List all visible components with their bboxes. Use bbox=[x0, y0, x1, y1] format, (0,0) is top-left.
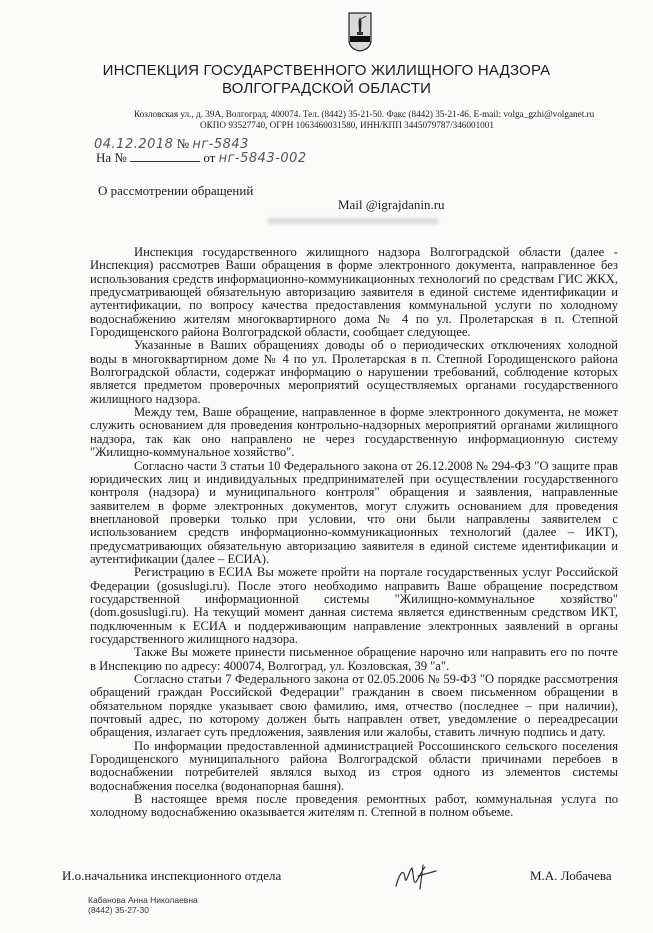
org-title-line1: ИНСПЕКЦИЯ ГОСУДАРСТВЕННОГО ЖИЛИЩНОГО НАДЗОРА bbox=[102, 62, 551, 79]
signatory-name: М.А. Лобачева bbox=[530, 868, 612, 883]
reference-number: нг-5843-002 bbox=[218, 151, 307, 166]
executor-phone: (8442) 35-27-30 bbox=[88, 905, 149, 915]
body-paragraph: Согласно части 3 статьи 10 Федерального закона от 26.12.2008 № 294-ФЗ "О защите прав юридических лиц и индивидуальных предпринимателей при осуществлении государственного контроля (надзора) и муниципального контроля" обращения и заявления, направленные заявителем в форме электронных документов, могут служить основанием для проведения внеплановой проверки только при условии, что они были направлены заявителем с использованием средств информационно-коммуникационных технологий (далее – ИКТ), предусматривающих обязательную авторизацию заявителя в единой системе идентификации и аутентификации (далее – ЕСИА). bbox=[90, 458, 618, 566]
letter-subject: О рассмотрении обращений bbox=[98, 183, 254, 198]
letter-body bbox=[90, 246, 618, 820]
org-contacts-registry: ОКПО 93527740, ОГРН 1063460031580, ИНН/КПП 3445079787/346001001 bbox=[200, 120, 494, 130]
recipient-mail: Mail @igrajdanin.ru bbox=[338, 197, 445, 212]
redacted-recipient bbox=[268, 218, 438, 224]
on-number-blank bbox=[130, 150, 200, 162]
signatory-position: И.о.начальника инспекционного отдела bbox=[62, 868, 282, 883]
body-paragraph: Согласно статьи 7 Федерального закона от 02.05.2006 № 59-ФЗ "О порядке рассмотрения обращений граждан Российской Федерации" гражданин в своем письменном обращении в обязательном порядке указывает свою фамилию, имя, отчество (последнее – при наличии), почтовый адрес, по которому должен быть направлен ответ, уведомление о переадресации обращения, излагает суть предложения, заявления или жалобы, ставить личную подпись и дату. bbox=[90, 672, 618, 740]
volgograd-coat-of-arms-icon bbox=[348, 12, 372, 52]
body-paragraph: По информации предоставленной администрацией Россошинского сельского поселения Городищенского муниципального района Волгоградской области причинами перебоев в водоснабжении потребителей являлся выход из строя одного из элементов системы водоснабжения поселка (водонапорная башня). bbox=[90, 738, 618, 793]
body-paragraph: Регистрацию в ЕСИА Вы можете пройти на портале государственных услуг Российской Федерации (gosuslugi.ru). После этого необходимо направить Ваше обращение посредством государственной информационной системы "Жилищно-коммунальное хозяйство" (dom.gosuslugi.ru). На текущий момент данная система является единственным средством ИКТ, подключенным к ЕСИА и поддерживающим направление электронных заявлений в органы государственного жилищного надзора. bbox=[90, 565, 618, 646]
outgoing-number: нг-5843 bbox=[192, 137, 249, 152]
body-paragraph: Указанные в Ваших обращениях доводы об о периодических отключениях холодной воды в многоквартирном доме № 4 по ул. Пролетарская в п. Степной Городищенского района Волгоградской области, содержат информацию о нарушении требований, соблюдение которых является предметом проверочных мероприятий осуществляемых органами государственного жилищного надзора. bbox=[90, 338, 618, 406]
number-label: № bbox=[176, 136, 190, 151]
org-title-line2: ВОЛГОГРАДСКОЙ ОБЛАСТИ bbox=[221, 80, 432, 97]
body-paragraph: Между тем, Ваше обращение, направленное в форме электронного документа, не может служить основанием для проведения контрольно-надзорных мероприятий органами жилищного надзора, так как оно направлено не через государственную информационную систему "Жилищно-коммунальное хозяйство". bbox=[90, 405, 618, 460]
body-paragraph: Также Вы можете принести письменное обращение нарочно или направить его по почте в Инспекцию по адресу: 400074, Волгоград, ул. Козловская, 39 "а". bbox=[90, 645, 618, 673]
reference-registration bbox=[96, 150, 307, 167]
org-contacts-address: Козловская ул., д. 39А, Волгоград, 400074. Тел. (8442) 35-21-50. Факс (8442) 35-21-46. E-mail: volga_gzhi@volganet.ru bbox=[134, 109, 595, 119]
on-number-label: На № bbox=[96, 150, 127, 165]
handwritten-signature bbox=[392, 862, 440, 892]
executor-info bbox=[88, 895, 198, 915]
executor-name: Кабанова Анна Николаевна bbox=[88, 895, 198, 905]
outgoing-date: 04.12.2018 bbox=[94, 137, 174, 152]
body-paragraph: Инспекция государственного жилищного надзора Волгоградской области (далее - Инспекция) рассмотрев Ваши обращения в форме электронного документа, направленное без использования средств информационно-коммуникационных технологий по средствам ГИС ЖКХ, предусматривающей обязательную авторизацию заявителя в единой системе идентификации и аутентификации, по вопросу качества предоставления коммунальной услуги по холодному водоснабжению жителям многоквартирного дома № 4 по ул. Пролетарская в п. Степной Городищенского района Волгоградской области, сообщает следующее. bbox=[90, 245, 618, 340]
body-paragraph: В настоящее время после проведения ремонтных работ, коммунальная услуга по холодному водоснабжению оказывается жителям п. Степной в полном объеме. bbox=[90, 792, 618, 820]
from-label: от bbox=[203, 150, 216, 165]
